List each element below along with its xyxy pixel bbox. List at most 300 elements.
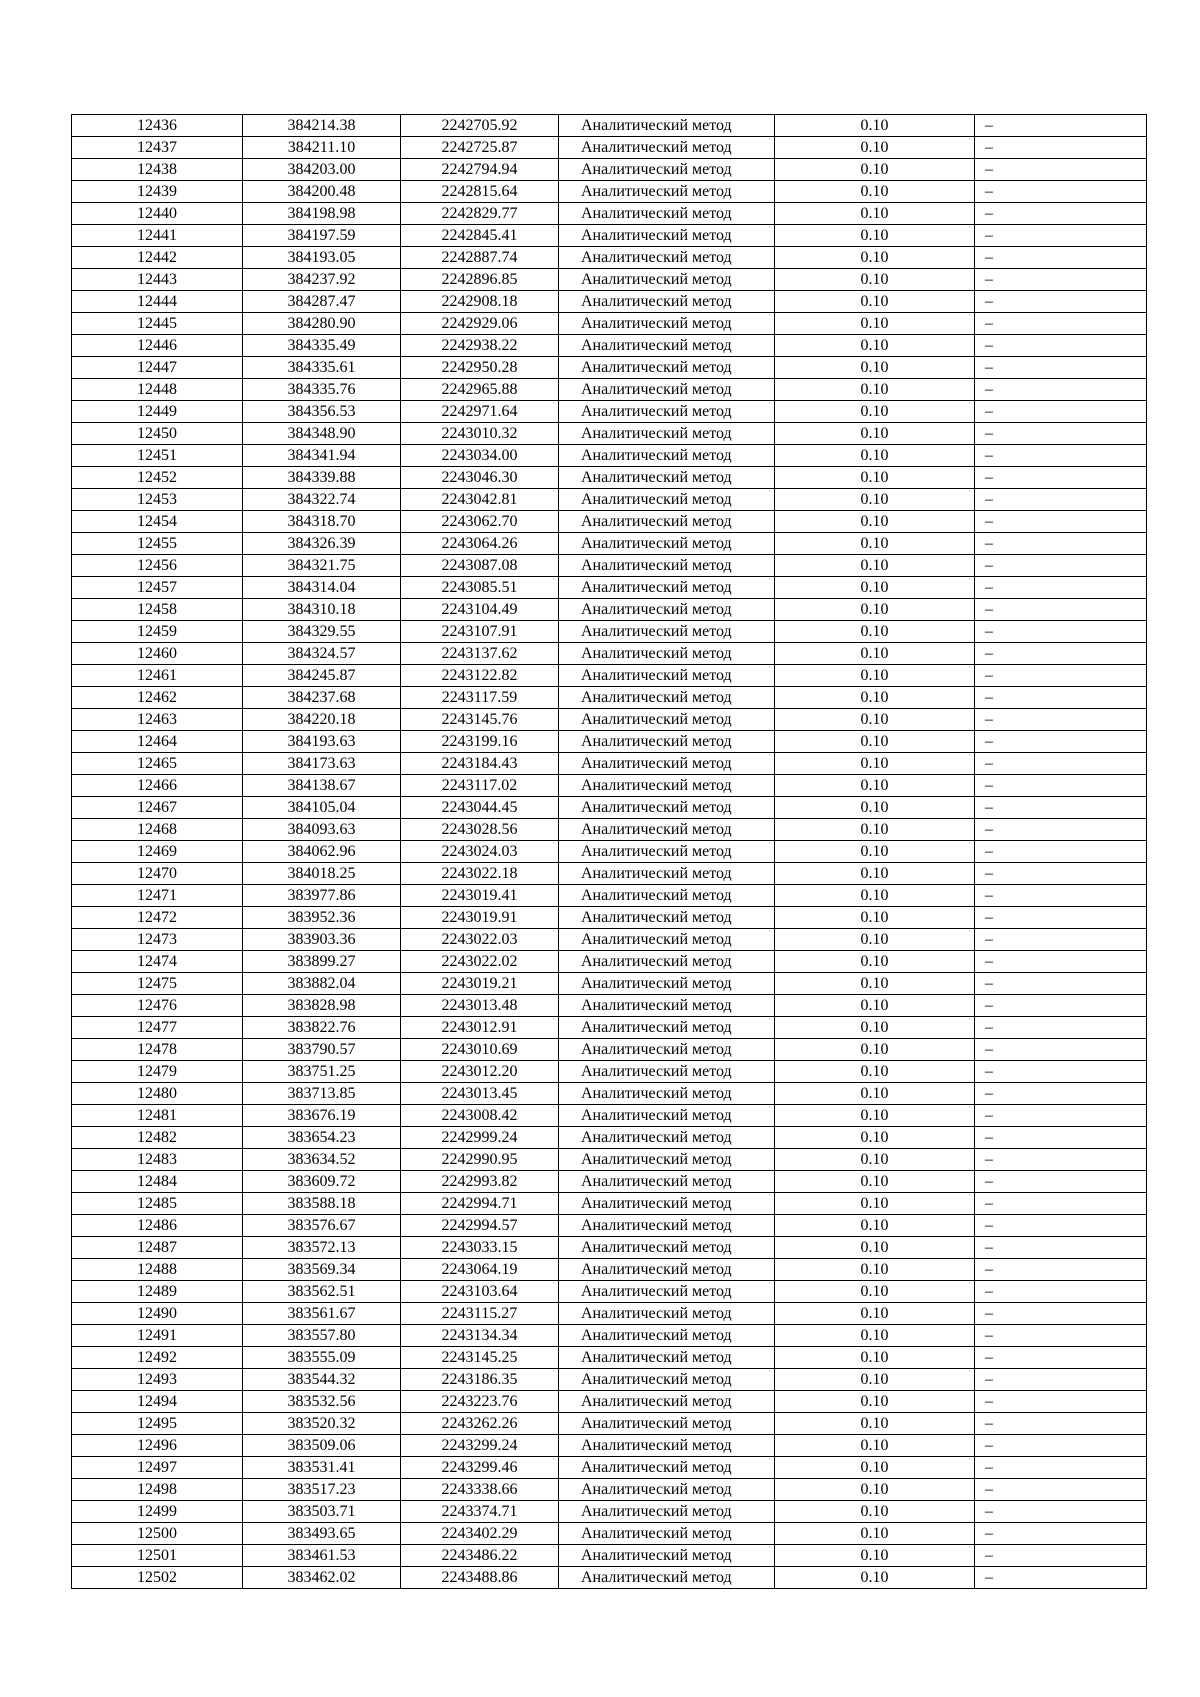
method-cell: Аналитический метод [559, 995, 775, 1017]
y-coordinate-cell: 2243145.25 [401, 1347, 559, 1369]
method-cell: Аналитический метод [559, 1325, 775, 1347]
table-row [72, 1215, 1147, 1237]
method-cell: Аналитический метод [559, 885, 775, 907]
method-cell: Аналитический метод [559, 159, 775, 181]
table-row [72, 973, 1147, 995]
table-row [72, 1171, 1147, 1193]
description-cell: – [975, 269, 1147, 291]
point-number-cell: 12457 [72, 577, 243, 599]
table-row [72, 951, 1147, 973]
y-coordinate-cell: 2243107.91 [401, 621, 559, 643]
accuracy-cell: 0.10 [775, 709, 975, 731]
x-coordinate-cell: 384138.67 [243, 775, 401, 797]
table-row [72, 291, 1147, 313]
y-coordinate-cell: 2243022.02 [401, 951, 559, 973]
x-coordinate-cell: 384245.87 [243, 665, 401, 687]
table-row [72, 1303, 1147, 1325]
point-number-cell: 12472 [72, 907, 243, 929]
table-row [72, 1369, 1147, 1391]
point-number-cell: 12483 [72, 1149, 243, 1171]
method-cell: Аналитический метод [559, 1391, 775, 1413]
x-coordinate-cell: 384341.94 [243, 445, 401, 467]
accuracy-cell: 0.10 [775, 1347, 975, 1369]
point-number-cell: 12456 [72, 555, 243, 577]
description-cell: – [975, 291, 1147, 313]
y-coordinate-cell: 2243062.70 [401, 511, 559, 533]
method-cell: Аналитический метод [559, 1281, 775, 1303]
y-coordinate-cell: 2243010.32 [401, 423, 559, 445]
accuracy-cell: 0.10 [775, 1259, 975, 1281]
x-coordinate-cell: 384193.05 [243, 247, 401, 269]
x-coordinate-cell: 383822.76 [243, 1017, 401, 1039]
method-cell: Аналитический метод [559, 247, 775, 269]
method-cell: Аналитический метод [559, 665, 775, 687]
accuracy-cell: 0.10 [775, 863, 975, 885]
y-coordinate-cell: 2242896.85 [401, 269, 559, 291]
accuracy-cell: 0.10 [775, 379, 975, 401]
point-number-cell: 12448 [72, 379, 243, 401]
description-cell: – [975, 1127, 1147, 1149]
method-cell: Аналитический метод [559, 181, 775, 203]
x-coordinate-cell: 383751.25 [243, 1061, 401, 1083]
description-cell: – [975, 467, 1147, 489]
table-row [72, 533, 1147, 555]
table-row [72, 181, 1147, 203]
point-number-cell: 12442 [72, 247, 243, 269]
point-number-cell: 12465 [72, 753, 243, 775]
accuracy-cell: 0.10 [775, 445, 975, 467]
method-cell: Аналитический метод [559, 929, 775, 951]
accuracy-cell: 0.10 [775, 533, 975, 555]
accuracy-cell: 0.10 [775, 137, 975, 159]
description-cell: – [975, 577, 1147, 599]
point-number-cell: 12464 [72, 731, 243, 753]
x-coordinate-cell: 383544.32 [243, 1369, 401, 1391]
accuracy-cell: 0.10 [775, 1457, 975, 1479]
description-cell: – [975, 775, 1147, 797]
method-cell: Аналитический метод [559, 1127, 775, 1149]
accuracy-cell: 0.10 [775, 1171, 975, 1193]
description-cell: – [975, 1193, 1147, 1215]
x-coordinate-cell: 383634.52 [243, 1149, 401, 1171]
accuracy-cell: 0.10 [775, 159, 975, 181]
accuracy-cell: 0.10 [775, 1215, 975, 1237]
method-cell: Аналитический метод [559, 401, 775, 423]
point-number-cell: 12499 [72, 1501, 243, 1523]
table-row [72, 313, 1147, 335]
point-number-cell: 12452 [72, 467, 243, 489]
y-coordinate-cell: 2242794.94 [401, 159, 559, 181]
x-coordinate-cell: 384193.63 [243, 731, 401, 753]
method-cell: Аналитический метод [559, 423, 775, 445]
accuracy-cell: 0.10 [775, 621, 975, 643]
x-coordinate-cell: 384335.49 [243, 335, 401, 357]
description-cell: – [975, 445, 1147, 467]
table-row [72, 1325, 1147, 1347]
coordinates-table-body [72, 115, 1147, 1589]
description-cell: – [975, 1457, 1147, 1479]
method-cell: Аналитический метод [559, 709, 775, 731]
table-row [72, 1281, 1147, 1303]
method-cell: Аналитический метод [559, 951, 775, 973]
method-cell: Аналитический метод [559, 533, 775, 555]
table-row [72, 643, 1147, 665]
method-cell: Аналитический метод [559, 687, 775, 709]
point-number-cell: 12480 [72, 1083, 243, 1105]
accuracy-cell: 0.10 [775, 1039, 975, 1061]
description-cell: – [975, 335, 1147, 357]
table-row [72, 1435, 1147, 1457]
y-coordinate-cell: 2243134.34 [401, 1325, 559, 1347]
description-cell: – [975, 489, 1147, 511]
x-coordinate-cell: 384237.68 [243, 687, 401, 709]
y-coordinate-cell: 2243019.41 [401, 885, 559, 907]
accuracy-cell: 0.10 [775, 1567, 975, 1589]
point-number-cell: 12471 [72, 885, 243, 907]
method-cell: Аналитический метод [559, 291, 775, 313]
accuracy-cell: 0.10 [775, 1369, 975, 1391]
description-cell: – [975, 731, 1147, 753]
table-row [72, 1259, 1147, 1281]
description-cell: – [975, 423, 1147, 445]
method-cell: Аналитический метод [559, 1193, 775, 1215]
y-coordinate-cell: 2243012.91 [401, 1017, 559, 1039]
accuracy-cell: 0.10 [775, 1083, 975, 1105]
accuracy-cell: 0.10 [775, 951, 975, 973]
table-row [72, 1523, 1147, 1545]
description-cell: – [975, 1545, 1147, 1567]
y-coordinate-cell: 2243122.82 [401, 665, 559, 687]
table-row [72, 841, 1147, 863]
x-coordinate-cell: 384321.75 [243, 555, 401, 577]
x-coordinate-cell: 384105.04 [243, 797, 401, 819]
point-number-cell: 12436 [72, 115, 243, 137]
x-coordinate-cell: 384322.74 [243, 489, 401, 511]
x-coordinate-cell: 384093.63 [243, 819, 401, 841]
accuracy-cell: 0.10 [775, 1105, 975, 1127]
x-coordinate-cell: 384237.92 [243, 269, 401, 291]
point-number-cell: 12478 [72, 1039, 243, 1061]
description-cell: – [975, 1259, 1147, 1281]
description-cell: – [975, 1325, 1147, 1347]
table-row [72, 709, 1147, 731]
x-coordinate-cell: 384203.00 [243, 159, 401, 181]
table-row [72, 423, 1147, 445]
description-cell: – [975, 533, 1147, 555]
accuracy-cell: 0.10 [775, 401, 975, 423]
y-coordinate-cell: 2243186.35 [401, 1369, 559, 1391]
x-coordinate-cell: 384335.76 [243, 379, 401, 401]
description-cell: – [975, 203, 1147, 225]
method-cell: Аналитический метод [559, 1501, 775, 1523]
x-coordinate-cell: 384211.10 [243, 137, 401, 159]
table-row [72, 1127, 1147, 1149]
y-coordinate-cell: 2242829.77 [401, 203, 559, 225]
x-coordinate-cell: 383562.51 [243, 1281, 401, 1303]
table-row [72, 1501, 1147, 1523]
y-coordinate-cell: 2242887.74 [401, 247, 559, 269]
table-row [72, 863, 1147, 885]
table-row [72, 599, 1147, 621]
accuracy-cell: 0.10 [775, 357, 975, 379]
y-coordinate-cell: 2243104.49 [401, 599, 559, 621]
table-row [72, 489, 1147, 511]
table-row [72, 1061, 1147, 1083]
table-row [72, 1149, 1147, 1171]
method-cell: Аналитический метод [559, 225, 775, 247]
point-number-cell: 12501 [72, 1545, 243, 1567]
point-number-cell: 12489 [72, 1281, 243, 1303]
y-coordinate-cell: 2243012.20 [401, 1061, 559, 1083]
y-coordinate-cell: 2242725.87 [401, 137, 559, 159]
y-coordinate-cell: 2243137.62 [401, 643, 559, 665]
accuracy-cell: 0.10 [775, 753, 975, 775]
point-number-cell: 12438 [72, 159, 243, 181]
accuracy-cell: 0.10 [775, 1545, 975, 1567]
description-cell: – [975, 863, 1147, 885]
point-number-cell: 12466 [72, 775, 243, 797]
x-coordinate-cell: 384339.88 [243, 467, 401, 489]
y-coordinate-cell: 2243064.26 [401, 533, 559, 555]
description-cell: – [975, 709, 1147, 731]
accuracy-cell: 0.10 [775, 1061, 975, 1083]
accuracy-cell: 0.10 [775, 1149, 975, 1171]
x-coordinate-cell: 384287.47 [243, 291, 401, 313]
x-coordinate-cell: 383790.57 [243, 1039, 401, 1061]
point-number-cell: 12439 [72, 181, 243, 203]
y-coordinate-cell: 2243199.16 [401, 731, 559, 753]
method-cell: Аналитический метод [559, 379, 775, 401]
table-row [72, 1413, 1147, 1435]
point-number-cell: 12455 [72, 533, 243, 555]
method-cell: Аналитический метод [559, 1215, 775, 1237]
y-coordinate-cell: 2243184.43 [401, 753, 559, 775]
y-coordinate-cell: 2243028.56 [401, 819, 559, 841]
table-row [72, 401, 1147, 423]
table-row [72, 1083, 1147, 1105]
point-number-cell: 12449 [72, 401, 243, 423]
description-cell: – [975, 687, 1147, 709]
point-number-cell: 12502 [72, 1567, 243, 1589]
description-cell: – [975, 1413, 1147, 1435]
table-row [72, 775, 1147, 797]
y-coordinate-cell: 2243010.69 [401, 1039, 559, 1061]
y-coordinate-cell: 2242845.41 [401, 225, 559, 247]
point-number-cell: 12468 [72, 819, 243, 841]
point-number-cell: 12453 [72, 489, 243, 511]
description-cell: – [975, 1105, 1147, 1127]
y-coordinate-cell: 2242999.24 [401, 1127, 559, 1149]
accuracy-cell: 0.10 [775, 775, 975, 797]
description-cell: – [975, 115, 1147, 137]
accuracy-cell: 0.10 [775, 1281, 975, 1303]
accuracy-cell: 0.10 [775, 225, 975, 247]
accuracy-cell: 0.10 [775, 797, 975, 819]
table-row [72, 379, 1147, 401]
description-cell: – [975, 1237, 1147, 1259]
method-cell: Аналитический метод [559, 1545, 775, 1567]
description-cell: – [975, 1215, 1147, 1237]
y-coordinate-cell: 2243262.26 [401, 1413, 559, 1435]
y-coordinate-cell: 2242815.64 [401, 181, 559, 203]
point-number-cell: 12462 [72, 687, 243, 709]
y-coordinate-cell: 2243019.91 [401, 907, 559, 929]
point-number-cell: 12461 [72, 665, 243, 687]
accuracy-cell: 0.10 [775, 599, 975, 621]
description-cell: – [975, 1567, 1147, 1589]
accuracy-cell: 0.10 [775, 203, 975, 225]
x-coordinate-cell: 384214.38 [243, 115, 401, 137]
x-coordinate-cell: 383461.53 [243, 1545, 401, 1567]
table-row [72, 269, 1147, 291]
table-row [72, 1347, 1147, 1369]
method-cell: Аналитический метод [559, 1039, 775, 1061]
x-coordinate-cell: 383531.41 [243, 1457, 401, 1479]
method-cell: Аналитический метод [559, 621, 775, 643]
x-coordinate-cell: 384280.90 [243, 313, 401, 335]
point-number-cell: 12463 [72, 709, 243, 731]
y-coordinate-cell: 2243024.03 [401, 841, 559, 863]
accuracy-cell: 0.10 [775, 1237, 975, 1259]
description-cell: – [975, 379, 1147, 401]
accuracy-cell: 0.10 [775, 1325, 975, 1347]
accuracy-cell: 0.10 [775, 1523, 975, 1545]
table-row [72, 731, 1147, 753]
method-cell: Аналитический метод [559, 1303, 775, 1325]
x-coordinate-cell: 384198.98 [243, 203, 401, 225]
method-cell: Аналитический метод [559, 1435, 775, 1457]
accuracy-cell: 0.10 [775, 1479, 975, 1501]
accuracy-cell: 0.10 [775, 181, 975, 203]
accuracy-cell: 0.10 [775, 247, 975, 269]
point-number-cell: 12497 [72, 1457, 243, 1479]
point-number-cell: 12494 [72, 1391, 243, 1413]
description-cell: – [975, 247, 1147, 269]
method-cell: Аналитический метод [559, 1061, 775, 1083]
method-cell: Аналитический метод [559, 841, 775, 863]
method-cell: Аналитический метод [559, 1083, 775, 1105]
method-cell: Аналитический метод [559, 1523, 775, 1545]
method-cell: Аналитический метод [559, 1149, 775, 1171]
method-cell: Аналитический метод [559, 1347, 775, 1369]
description-cell: – [975, 1501, 1147, 1523]
description-cell: – [975, 1523, 1147, 1545]
accuracy-cell: 0.10 [775, 929, 975, 951]
accuracy-cell: 0.10 [775, 819, 975, 841]
method-cell: Аналитический метод [559, 1457, 775, 1479]
x-coordinate-cell: 384318.70 [243, 511, 401, 533]
y-coordinate-cell: 2243117.02 [401, 775, 559, 797]
point-number-cell: 12476 [72, 995, 243, 1017]
method-cell: Аналитический метод [559, 907, 775, 929]
table-row [72, 797, 1147, 819]
description-cell: – [975, 137, 1147, 159]
x-coordinate-cell: 384197.59 [243, 225, 401, 247]
table-row [72, 907, 1147, 929]
accuracy-cell: 0.10 [775, 731, 975, 753]
description-cell: – [975, 819, 1147, 841]
description-cell: – [975, 973, 1147, 995]
point-number-cell: 12443 [72, 269, 243, 291]
y-coordinate-cell: 2243013.45 [401, 1083, 559, 1105]
point-number-cell: 12487 [72, 1237, 243, 1259]
x-coordinate-cell: 383654.23 [243, 1127, 401, 1149]
method-cell: Аналитический метод [559, 643, 775, 665]
point-number-cell: 12495 [72, 1413, 243, 1435]
y-coordinate-cell: 2243033.15 [401, 1237, 559, 1259]
description-cell: – [975, 357, 1147, 379]
accuracy-cell: 0.10 [775, 1017, 975, 1039]
point-number-cell: 12490 [72, 1303, 243, 1325]
method-cell: Аналитический метод [559, 819, 775, 841]
x-coordinate-cell: 383977.86 [243, 885, 401, 907]
description-cell: – [975, 1149, 1147, 1171]
method-cell: Аналитический метод [559, 511, 775, 533]
y-coordinate-cell: 2242994.57 [401, 1215, 559, 1237]
point-number-cell: 12482 [72, 1127, 243, 1149]
table-row [72, 1105, 1147, 1127]
x-coordinate-cell: 384018.25 [243, 863, 401, 885]
accuracy-cell: 0.10 [775, 885, 975, 907]
x-coordinate-cell: 384324.57 [243, 643, 401, 665]
accuracy-cell: 0.10 [775, 687, 975, 709]
y-coordinate-cell: 2243013.48 [401, 995, 559, 1017]
table-row [72, 1479, 1147, 1501]
point-number-cell: 12481 [72, 1105, 243, 1127]
x-coordinate-cell: 383493.65 [243, 1523, 401, 1545]
accuracy-cell: 0.10 [775, 643, 975, 665]
x-coordinate-cell: 383503.71 [243, 1501, 401, 1523]
description-cell: – [975, 181, 1147, 203]
y-coordinate-cell: 2243022.03 [401, 929, 559, 951]
accuracy-cell: 0.10 [775, 1413, 975, 1435]
description-cell: – [975, 159, 1147, 181]
y-coordinate-cell: 2243044.45 [401, 797, 559, 819]
point-number-cell: 12458 [72, 599, 243, 621]
method-cell: Аналитический метод [559, 1567, 775, 1589]
point-number-cell: 12444 [72, 291, 243, 313]
point-number-cell: 12493 [72, 1369, 243, 1391]
y-coordinate-cell: 2243085.51 [401, 577, 559, 599]
x-coordinate-cell: 383520.32 [243, 1413, 401, 1435]
y-coordinate-cell: 2243042.81 [401, 489, 559, 511]
method-cell: Аналитический метод [559, 1479, 775, 1501]
table-row [72, 577, 1147, 599]
x-coordinate-cell: 384335.61 [243, 357, 401, 379]
method-cell: Аналитический метод [559, 1413, 775, 1435]
description-cell: – [975, 951, 1147, 973]
point-number-cell: 12496 [72, 1435, 243, 1457]
method-cell: Аналитический метод [559, 269, 775, 291]
y-coordinate-cell: 2243019.21 [401, 973, 559, 995]
description-cell: – [975, 665, 1147, 687]
accuracy-cell: 0.10 [775, 555, 975, 577]
x-coordinate-cell: 383903.36 [243, 929, 401, 951]
y-coordinate-cell: 2242908.18 [401, 291, 559, 313]
description-cell: – [975, 621, 1147, 643]
method-cell: Аналитический метод [559, 445, 775, 467]
x-coordinate-cell: 383576.67 [243, 1215, 401, 1237]
method-cell: Аналитический метод [559, 973, 775, 995]
y-coordinate-cell: 2243087.08 [401, 555, 559, 577]
point-number-cell: 12454 [72, 511, 243, 533]
accuracy-cell: 0.10 [775, 665, 975, 687]
point-number-cell: 12491 [72, 1325, 243, 1347]
method-cell: Аналитический метод [559, 489, 775, 511]
method-cell: Аналитический метод [559, 357, 775, 379]
point-number-cell: 12447 [72, 357, 243, 379]
y-coordinate-cell: 2243115.27 [401, 1303, 559, 1325]
